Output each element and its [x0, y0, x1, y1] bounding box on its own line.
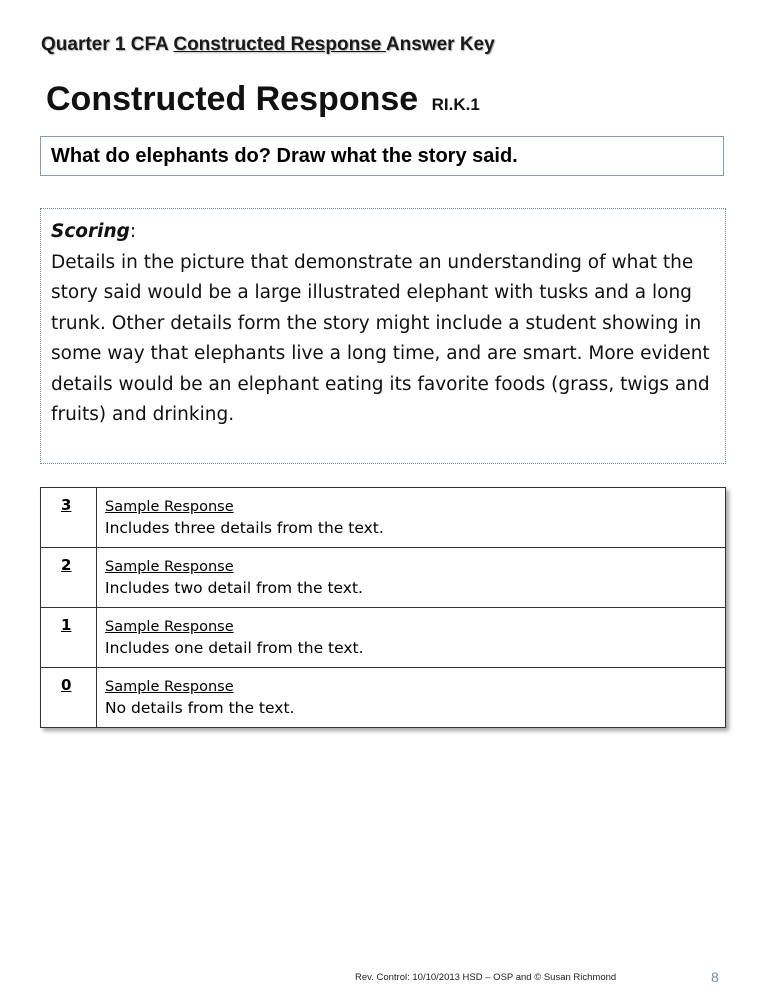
revision-footer: Rev. Control: 10/10/2013 HSD – OSP and © Susan Richmond — [355, 972, 617, 983]
document-header — [41, 34, 495, 56]
response-text: Includes one detail from the text. — [105, 639, 364, 657]
score-value: 1 — [61, 616, 72, 634]
response-text: Includes two detail from the text. — [105, 579, 363, 597]
header-suffix: Answer Key — [385, 34, 495, 55]
table-row — [41, 548, 726, 608]
response-title: Sample Response — [105, 499, 234, 515]
scoring-heading — [51, 217, 713, 248]
page-title-main: Constructed Response — [46, 80, 419, 118]
response-title: Sample Response — [105, 559, 234, 575]
table-row — [41, 488, 726, 548]
score-value: 0 — [61, 676, 72, 694]
scoring-colon: : — [129, 221, 137, 242]
scoring-text: Details in the picture that demonstrate an understanding of what the story said would be a large illustrated elephant with tusks and a long trunk. Other details form the story might include a student showing in some way that elephants live a long time, and are smart. More evident details would be an elephant eating its favorite foods (grass, twigs and fruits) and drinking. — [51, 251, 710, 425]
score-cell — [41, 668, 97, 728]
response-text: No details from the text. — [105, 699, 295, 717]
response-title: Sample Response — [105, 619, 234, 635]
header-underlined: Constructed Response — [173, 34, 386, 55]
score-value: 3 — [61, 496, 72, 514]
response-cell — [97, 488, 726, 548]
response-cell — [97, 668, 726, 728]
question-text: What do elephants do? Draw what the story said. — [51, 145, 518, 167]
response-text: Includes three details from the text. — [105, 519, 384, 537]
response-cell — [97, 608, 726, 668]
score-cell — [41, 488, 97, 548]
response-title: Sample Response — [105, 679, 234, 695]
table-row — [41, 668, 726, 728]
score-cell — [41, 608, 97, 668]
response-cell — [97, 548, 726, 608]
score-cell — [41, 548, 97, 608]
standard-code: RI.K.1 — [431, 95, 480, 114]
score-value: 2 — [61, 556, 72, 574]
scoring-box — [40, 208, 726, 464]
page-number: 8 — [711, 969, 719, 985]
scoring-label: Scoring — [51, 221, 130, 242]
page-title — [46, 80, 480, 119]
header-prefix: Quarter 1 CFA — [41, 34, 174, 55]
table-row — [41, 608, 726, 668]
question-box — [40, 136, 724, 176]
rubric-table — [40, 487, 726, 728]
